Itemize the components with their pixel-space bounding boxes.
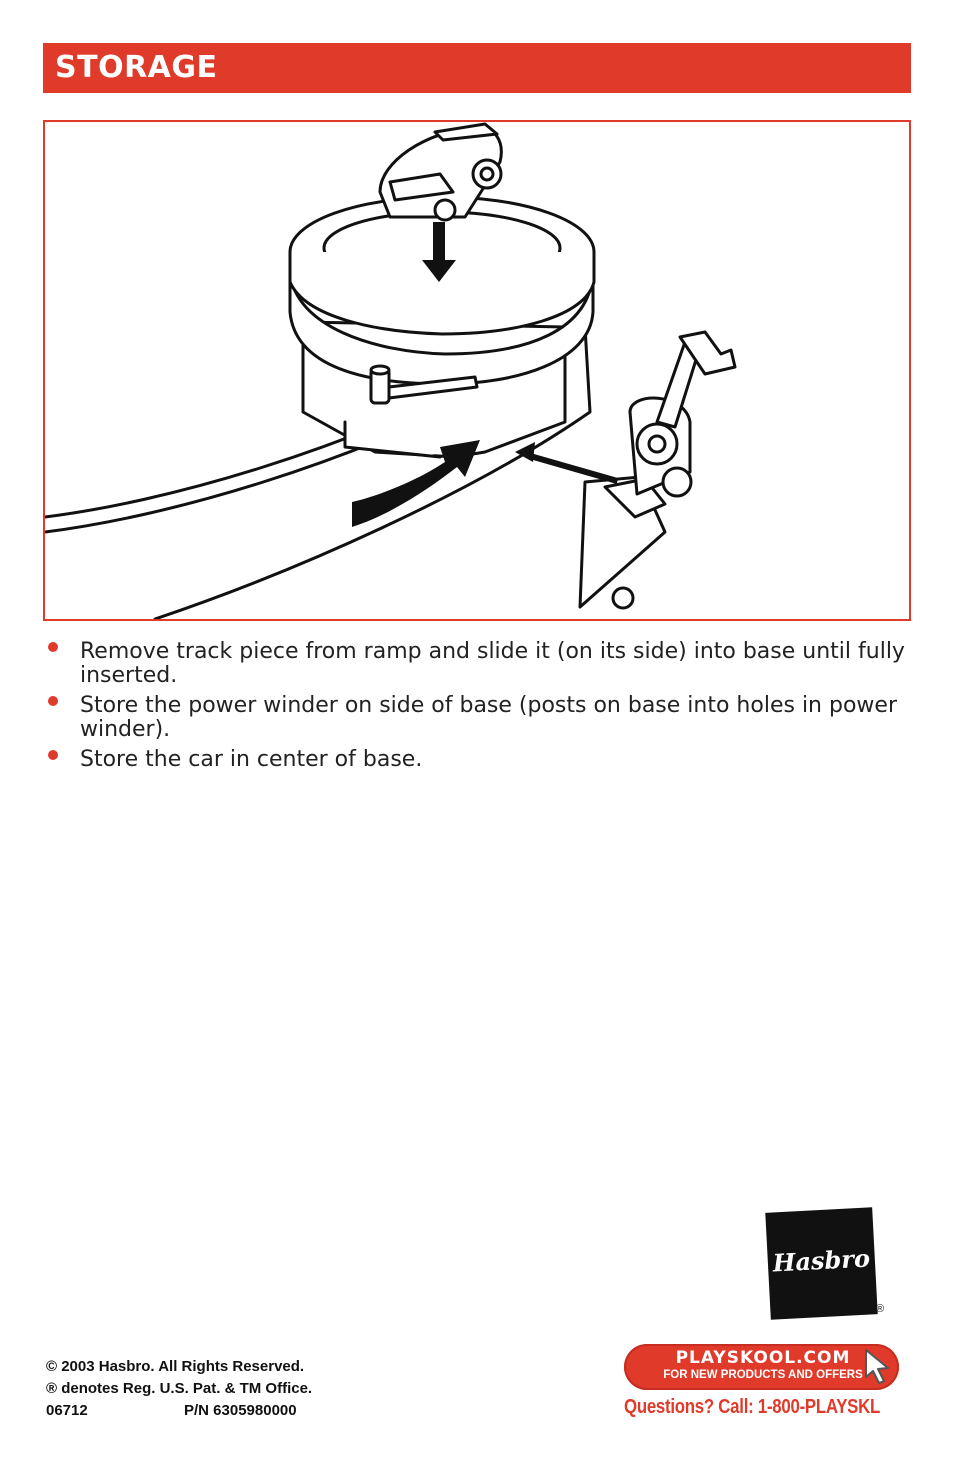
section-header [43, 43, 911, 93]
storage-diagram [45, 122, 909, 619]
playskool-tagline: FOR NEW PRODUCTS AND OFFERS [663, 1369, 863, 1381]
instruction-item: Remove track piece from ramp and slide it (on its side) into base until fully inserted. [46, 640, 906, 688]
copyright-text: © 2003 Hasbro. All Rights Reserved. [46, 1358, 305, 1375]
bullet-icon [48, 696, 58, 706]
trademark-text: ® denotes Reg. U.S. Pat. & TM Office. [46, 1380, 313, 1397]
item-number: 06712 [46, 1402, 88, 1419]
registered-mark: ® [876, 1303, 885, 1315]
section-title: STORAGE [55, 50, 218, 85]
cursor-arrow-icon [862, 1348, 892, 1384]
instruction-item: Store the power winder on side of base (posts on base into holes in power winder). [46, 694, 906, 742]
part-number: P/N 6305980000 [184, 1402, 297, 1419]
bullet-icon [48, 642, 58, 652]
instruction-item: Store the car in center of base. [46, 748, 906, 772]
arrow-left [525, 452, 618, 484]
part-number-row [46, 1400, 312, 1422]
arrow-down [433, 222, 445, 262]
playskool-site: PLAYSKOOL.COM [675, 1348, 851, 1368]
storage-illustration [43, 120, 911, 621]
hasbro-logo-text: Hasbro [772, 1243, 871, 1278]
footer-legal [46, 1356, 312, 1422]
bullet-icon [48, 750, 58, 760]
instruction-list [46, 640, 906, 778]
questions-phone: Questions? Call: 1-800-PLAYSKL [624, 1396, 881, 1418]
hasbro-logo [765, 1207, 877, 1319]
playskool-website-link[interactable] [624, 1344, 899, 1390]
